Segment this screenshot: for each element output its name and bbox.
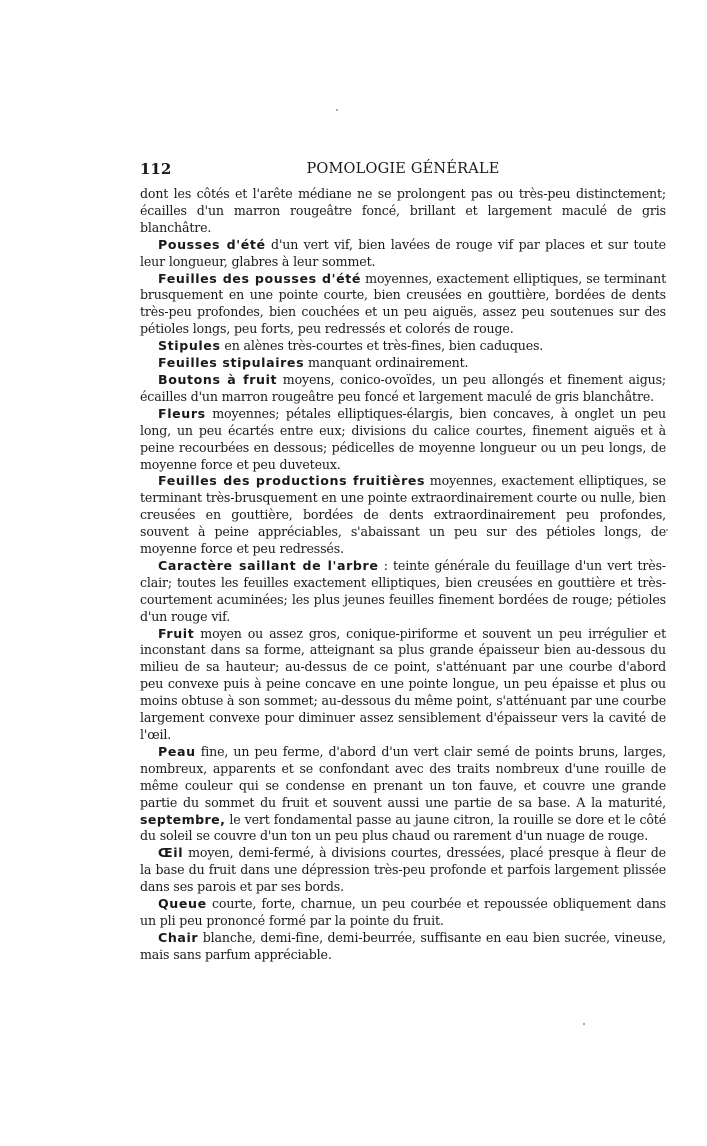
paragraph-stipules	[140, 338, 666, 355]
page-number: 112	[140, 160, 172, 178]
paragraph-heading: Pousses d'été	[158, 236, 266, 252]
paragraph-peau	[140, 744, 666, 845]
body-text	[140, 186, 666, 964]
paragraph-heading: Queue	[158, 896, 207, 912]
paragraph-heading: Fruit	[158, 625, 195, 641]
paragraph-heading: Feuilles des pousses d'été	[158, 270, 361, 286]
paragraph-text: fine, un peu ferme, d'abord d'un vert clair semé de points bruns, larges, nombreux, apparents et se confondant avec des traits nombreux d'une rouille de même couleur qui se condense en prenant un ton fauve, et couvre une grande partie du sommet du fruit et souvent aussi une partie de sa base. A la maturité,	[140, 743, 666, 810]
paragraph-text: : teinte générale du feuillage d'un vert très-clair; toutes les feuilles exactement elliptiques, bien creusées en gouttière et très-courtement acuminées; les plus jeunes feuilles finement bordées de rouge; pétioles d'un rouge vif.	[140, 557, 666, 624]
paragraph-text: d'un vert vif, bien lavées de rouge vif par places et sur toute leur longueur, glabres à leur sommet.	[140, 236, 666, 269]
paragraph-text-after: le vert fondamental passe au jaune citron, la rouille se dore et le côté du soleil se couvre d'un ton un peu plus chaud ou rarement d'un nuage de rouge.	[140, 811, 666, 844]
paragraph-feuilles-stipulaires	[140, 355, 666, 372]
paragraph-heading: Œil	[158, 845, 184, 861]
book-page	[140, 158, 666, 964]
paragraph-feuilles-productions	[140, 473, 666, 558]
scan-speck	[666, 529, 668, 531]
paragraph-text: moyennes, exactement elliptiques, se terminant très-brusquement en une pointe extraordinairement courte ou nulle, bien creusées en gouttière, bordées de dents extraordinairement peu profondes, souvent à peine appréciables, s'abaissant un peu sur des pétioles longs, de moyenne force et peu redressés.	[140, 473, 666, 557]
running-head	[140, 158, 666, 180]
paragraph-heading: Chair	[158, 929, 199, 945]
running-title: POMOLOGIE GÉNÉRALE	[306, 161, 500, 177]
paragraph-text: moyennes; pétales elliptiques-élargis, bien concaves, à onglet un peu long, un peu écartés entre eux; divisions du calice courtes, finement aiguës et à peine recourbées en dessous; pédicelles de moyenne longueur ou un peu longs, de moyenne force et peu duveteux.	[140, 405, 666, 472]
paragraph-continuation	[140, 186, 666, 237]
scan-speck	[583, 1023, 585, 1025]
paragraph-heading: Fleurs	[158, 405, 206, 421]
paragraph-oeil	[140, 845, 666, 896]
paragraph-text: moyen ou assez gros, conique-piriforme et souvent un peu irrégulier et inconstant dans sa forme, atteignant sa plus grande épaisseur bien au-dessous du milieu de sa hauteur; au-dessus de ce point, s'atténuant par une courbe d'abord peu convexe puis à peine concave en une pointe longue, un peu épaisse et plus ou moins obtuse à son sommet; au-dessous du même point, s'atténuant par une courbe largement convexe pour diminuer assez sensiblement d'épaisseur vers la cavité de l'œil.	[140, 625, 666, 742]
paragraph-heading: Peau	[158, 743, 196, 759]
paragraph-fleurs	[140, 406, 666, 474]
paragraph-text: blanche, demi-fine, demi-beurrée, suffisante en eau bien sucrée, vineuse, mais sans parfum appréciable.	[140, 929, 666, 962]
paragraph-pousses	[140, 237, 666, 271]
paragraph-heading: Caractère saillant de l'arbre	[158, 557, 379, 573]
paragraph-chair	[140, 930, 666, 964]
paragraph-text: moyennes, exactement elliptiques, se terminant brusquement en une pointe courte, bien creusées en gouttière, bordées de dents très-peu profondes, bien couchées et un peu aiguës, assez peu soutenues sur des pétioles longs, peu forts, peu redressés et colorés de rouge.	[140, 270, 666, 337]
paragraph-heading: Stipules	[158, 338, 221, 354]
paragraph-heading: Feuilles des productions fruitières	[158, 473, 426, 489]
paragraph-heading: Boutons à fruit	[158, 371, 278, 387]
paragraph-text: moyens, conico-ovoïdes, un peu allongés et finement aigus; écailles d'un marron rougeâtre peu foncé et largement maculé de gris blanchâtre.	[140, 371, 666, 404]
paragraph-caractere	[140, 558, 666, 626]
paragraph-text: moyen, demi-fermé, à divisions courtes, dressées, placé presque à fleur de la base du fruit dans une dépression très-peu profonde et parfois largement plissée dans ses parois et par ses bords.	[140, 845, 666, 895]
paragraph-queue	[140, 896, 666, 930]
paragraph-text: dont les côtés et l'arête médiane ne se prolongent pas ou très-peu distinctement; écailles d'un marron rougeâtre foncé, brillant et largement maculé de gris blanchâtre.	[140, 186, 666, 235]
scan-speck	[336, 109, 338, 111]
paragraph-feuilles-pousses	[140, 271, 666, 339]
paragraph-text: manquant ordinairement.	[304, 355, 469, 371]
maturity-month: septembre,	[140, 811, 226, 827]
paragraph-boutons	[140, 372, 666, 406]
paragraph-fruit	[140, 626, 666, 744]
paragraph-text: en alènes très-courtes et très-fines, bien caduques.	[220, 338, 544, 354]
paragraph-heading: Feuilles stipulaires	[158, 355, 305, 371]
paragraph-text: courte, forte, charnue, un peu courbée et repoussée obliquement dans un pli peu prononcé formé par la pointe du fruit.	[140, 896, 666, 928]
